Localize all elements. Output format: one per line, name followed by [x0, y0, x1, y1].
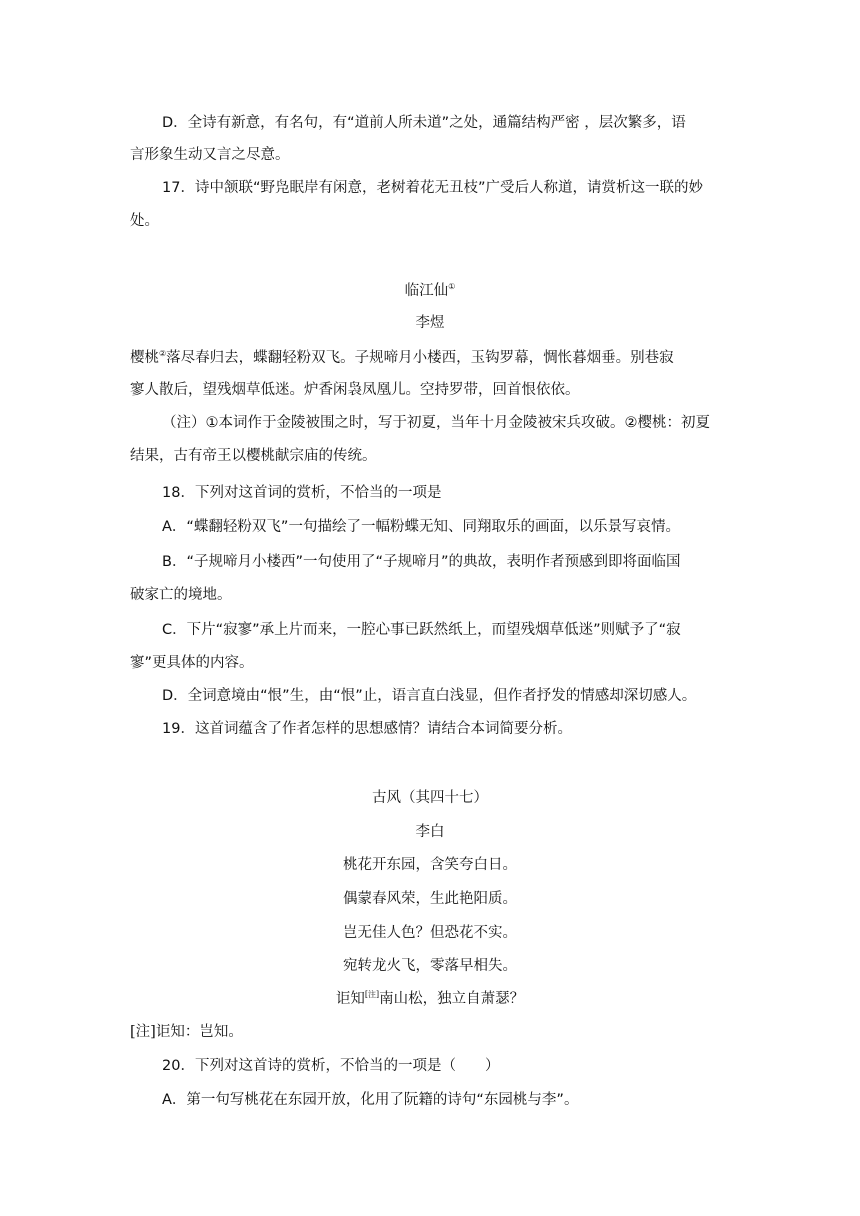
footnote-marker: ①: [448, 282, 456, 291]
q18-option-c-cont: 寥”更具体的内容。: [130, 655, 254, 671]
q20-option-a: A．第一句写桃花在东园开放，化用了阮籍的诗句“东园桃与李”。: [162, 1092, 579, 1108]
q20-stem: 20．下列对这首诗的赏析，不恰当的一项是（ ）: [162, 1058, 500, 1074]
poem1-note: （注）①本词作于金陵被围之时，写于初夏，当年十月金陵被宋兵攻破。②樱桃：初夏: [162, 415, 710, 431]
poem1-title: 临江仙①: [404, 282, 456, 299]
q17-stem-cont: 处。: [130, 213, 159, 229]
q17-stem: 17．诗中颔联“野凫眠岸有闲意，老树着花无丑枝”广受后人称道，请赏析这一联的妙: [162, 180, 703, 196]
footnote-marker: ②: [159, 349, 167, 358]
poem2-line: 宛转龙火飞，零落早相失。: [343, 958, 517, 974]
poem2-title: 古风（其四十七）: [372, 790, 488, 806]
q18-option-b-cont: 破家亡的境地。: [130, 587, 232, 603]
poem2-author: 李白: [415, 824, 445, 840]
q18-option-c: C．下片“寂寥”承上片而来，一腔心事已跃然纸上，而望残烟草低迷”则赋予了“寂: [162, 622, 681, 638]
q16-option-d: D．全诗有新意，有名句，有“道前人所未道”之处，通篇结构严密 ，层次繁多，语: [162, 115, 686, 131]
poem1-text-cont: 寥人散后，望残烟草低迷。炉香闲袅凤凰儿。空持罗带，回首恨依依。: [130, 382, 580, 398]
poem2-line: 桃花开东园，含笑夸白日。: [343, 857, 517, 873]
poem2-line: 偶蒙春风荣，生此艳阳质。: [343, 891, 517, 907]
poem2-line: 岂无佳人色？但恐花不实。: [343, 925, 517, 941]
poem1-author: 李煜: [415, 315, 445, 331]
poem2-note: [注]讵知：岂知。: [130, 1024, 243, 1040]
poem1-note-cont: 结果，古有帝王以樱桃献宗庙的传统。: [130, 448, 377, 464]
q19-stem: 19．这首词蕴含了作者怎样的思想感情？请结合本词简要分析。: [162, 721, 572, 737]
q18-option-d: D．全词意境由“恨”生，由“恨”止，语言直白浅显，但作者抒发的情感却深切感人。: [162, 688, 697, 704]
poem2-line: 讵知[注]南山松，独立自萧瑟？: [335, 990, 525, 1007]
footnote-marker: [注]: [364, 990, 380, 999]
q18-option-a: A．“蝶翻轻粉双飞”一句描绘了一幅粉蝶无知、同翔取乐的画面，以乐景写哀情。: [162, 519, 680, 535]
q18-stem: 18．下列对这首词的赏析，不恰当的一项是: [162, 485, 442, 501]
q16-option-d-cont: 言形象生动又言之尽意。: [130, 147, 290, 163]
q18-option-b: B．“子规啼月小楼西”一句使用了“子规啼月”的典故，表明作者预感到即将面临国: [162, 554, 681, 570]
poem1-text: 樱桃②落尽春归去，蝶翻轻粉双飞。子规啼月小楼西，玉钩罗幕，惆怅暮烟垂。别巷寂: [130, 349, 674, 366]
